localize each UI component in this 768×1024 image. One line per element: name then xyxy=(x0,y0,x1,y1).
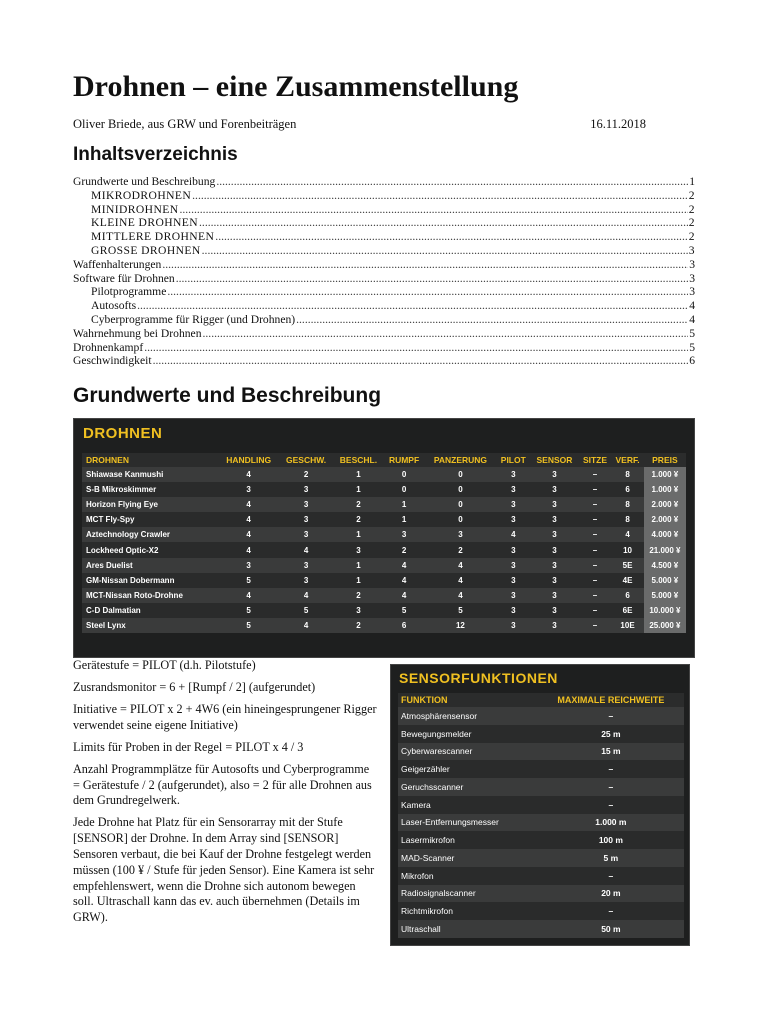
drone-table-cell: 3 xyxy=(496,467,530,482)
drone-table-cell: – xyxy=(579,588,612,603)
toc-entry-label: MITTLERE DROHNEN xyxy=(91,230,215,244)
drone-table-header-cell: HANDLING xyxy=(218,453,279,467)
drone-table-cell: 3 xyxy=(218,482,279,497)
drone-table-cell: 0 xyxy=(424,512,496,527)
table-row xyxy=(398,707,684,725)
drone-table-header-cell: SENSOR xyxy=(530,453,579,467)
drone-table-cell: 3 xyxy=(496,512,530,527)
drone-table-cell: 5 xyxy=(279,603,333,618)
sensor-table-cell: 5 m xyxy=(535,849,684,867)
drone-table-cell: – xyxy=(579,558,612,573)
sensor-table-cell: Richtmikrofon xyxy=(398,902,535,920)
toc-entry-page: 5 xyxy=(689,340,695,354)
sensor-table-cell: Radiosignalscanner xyxy=(398,885,535,903)
body-paragraph: Initiative = PILOT x 2 + 4W6 (ein hineingesprungener Rigger verwendet seine eigene Initiative) xyxy=(73,701,377,732)
table-row xyxy=(82,588,686,603)
drone-table-cell: – xyxy=(579,618,612,633)
sensor-table-cell: – xyxy=(535,902,684,920)
drone-table-cell: 3 xyxy=(496,588,530,603)
drone-table-cell: 3 xyxy=(530,573,579,588)
drone-table-cell: 4 xyxy=(611,527,644,542)
drone-table-cell: 2 xyxy=(333,497,383,512)
toc-leader-dots xyxy=(215,230,688,244)
toc-entry[interactable] xyxy=(73,299,695,313)
drone-table-cell: MCT-Nissan Roto-Drohne xyxy=(82,588,218,603)
sensor-table-cell: Ultraschall xyxy=(398,920,535,938)
table-row xyxy=(398,867,684,885)
drone-table-cell: 4 xyxy=(218,542,279,557)
table-row xyxy=(82,497,686,512)
drone-table-cell: 4.000 ¥ xyxy=(644,527,686,542)
drone-table-cell: 10.000 ¥ xyxy=(644,603,686,618)
drone-table-cell: 3 xyxy=(424,527,496,542)
toc-entry-page: 3 xyxy=(688,243,695,257)
document-meta xyxy=(73,117,646,132)
drone-table-cell: 5 xyxy=(218,603,279,618)
toc-entry[interactable] xyxy=(73,203,695,217)
toc-entry-page: 2 xyxy=(688,188,695,202)
sensor-table-cell: Atmosphärensensor xyxy=(398,707,535,725)
drone-table-cell: 1 xyxy=(333,573,383,588)
drone-table-cell: 3 xyxy=(530,558,579,573)
toc-entry-label: MIKRODROHNEN xyxy=(91,188,192,202)
drone-table-header-cell: PANZERUNG xyxy=(424,453,496,467)
drone-table-cell: 12 xyxy=(424,618,496,633)
drone-table-cell: 4.500 ¥ xyxy=(644,558,686,573)
toc-leader-dots xyxy=(162,258,688,272)
drone-table-cell: 10E xyxy=(611,618,644,633)
sensor-table-cell: 100 m xyxy=(535,831,684,849)
toc-entry-label: Grundwerte und Beschreibung xyxy=(73,175,216,188)
table-row xyxy=(398,814,684,832)
drone-table-cell: 5 xyxy=(424,603,496,618)
table-row xyxy=(82,512,686,527)
toc-entry[interactable] xyxy=(73,175,695,189)
toc-entry-label: Wahrnehmung bei Drohnen xyxy=(73,326,202,340)
drone-table-cell: 3 xyxy=(333,603,383,618)
sensor-table-header-cell: FUNKTION xyxy=(398,693,535,707)
toc-entry-label: Geschwindigkeit xyxy=(73,354,152,368)
drone-table-header-cell: PREIS xyxy=(644,453,686,467)
toc-entry-page: 3 xyxy=(689,285,695,299)
toc-leader-dots xyxy=(176,272,688,286)
sensor-table-cell: Geruchsscanner xyxy=(398,778,535,796)
table-of-contents xyxy=(73,175,695,368)
sensor-table-title: SENSORFUNKTIONEN xyxy=(399,670,558,686)
drone-table-cell: 21.000 ¥ xyxy=(644,542,686,557)
table-row xyxy=(82,467,686,482)
drone-table-cell: 0 xyxy=(424,467,496,482)
sensor-table-image xyxy=(390,664,690,946)
sensor-table-cell: 20 m xyxy=(535,885,684,903)
toc-entry-page: 5 xyxy=(689,326,695,340)
sensor-table-cell: Geigerzähler xyxy=(398,760,535,778)
toc-entry-page: 1 xyxy=(689,175,695,188)
drone-table-cell: 1 xyxy=(333,467,383,482)
toc-entry[interactable] xyxy=(73,285,695,299)
drone-table-cell: 2.000 ¥ xyxy=(644,512,686,527)
drone-table-cell: 8 xyxy=(611,512,644,527)
drone-table-cell: 2 xyxy=(333,512,383,527)
drone-table-header-cell: DROHNEN xyxy=(82,453,218,467)
drone-table-cell: 8 xyxy=(611,467,644,482)
drone-table-cell: 4 xyxy=(424,573,496,588)
toc-entry[interactable] xyxy=(73,354,695,368)
drone-table-cell: Ares Duelist xyxy=(82,558,218,573)
sensor-table-cell: 1.000 m xyxy=(535,814,684,832)
drone-table-cell: – xyxy=(579,603,612,618)
drone-table-cell: 3 xyxy=(218,558,279,573)
drone-table-cell: 3 xyxy=(530,512,579,527)
body-paragraph: Zusrandsmonitor = 6 + [Rumpf / 2] (aufgerundet) xyxy=(73,679,316,694)
toc-entry[interactable] xyxy=(73,327,695,341)
toc-leader-dots xyxy=(216,175,688,189)
drone-table-image xyxy=(73,418,695,658)
drone-table-cell: – xyxy=(579,512,612,527)
sensor-table-cell: Bewegungsmelder xyxy=(398,725,535,743)
toc-entry-label: Autosofts xyxy=(91,299,137,313)
sensor-table-cell: – xyxy=(535,760,684,778)
body-paragraph: Gerätestufe = PILOT (d.h. Pilotstufe) xyxy=(73,658,256,672)
sensor-table-cell: MAD-Scanner xyxy=(398,849,535,867)
drone-table-cell: Horizon Flying Eye xyxy=(82,497,218,512)
sensor-table-cell: Laser-Entfernungsmesser xyxy=(398,814,535,832)
drone-table-cell: 4E xyxy=(611,573,644,588)
drone-table-cell: 1 xyxy=(333,527,383,542)
drone-table-cell: 4 xyxy=(279,618,333,633)
drone-table-cell: 3 xyxy=(530,542,579,557)
section-heading: Grundwerte und Beschreibung xyxy=(73,384,382,407)
toc-entry[interactable] xyxy=(73,313,695,327)
drone-table-cell: 4 xyxy=(218,588,279,603)
drone-table-header-cell: PILOT xyxy=(496,453,530,467)
author-line: Oliver Briede, aus GRW und Forenbeiträgen xyxy=(73,117,297,131)
toc-entry-label: KLEINE DROHNEN xyxy=(91,216,199,230)
drone-table-header-cell: GESCHW. xyxy=(279,453,333,467)
toc-entry-label: MINIDROHNEN xyxy=(91,202,179,216)
toc-entry-page: 4 xyxy=(689,299,695,313)
sensor-table xyxy=(398,693,684,938)
toc-heading: Inhaltsverzeichnis xyxy=(73,144,238,165)
drone-table-cell: 4 xyxy=(496,527,530,542)
table-row xyxy=(82,618,686,633)
drone-table-cell: 5 xyxy=(218,573,279,588)
drone-table-cell: 3 xyxy=(496,542,530,557)
toc-entry-label: Pilotprogramme xyxy=(91,285,167,299)
toc-entry-label: GROSSE DROHNEN xyxy=(91,243,201,257)
drone-table-cell: GM-Nissan Dobermann xyxy=(82,573,218,588)
toc-leader-dots xyxy=(296,313,688,327)
toc-leader-dots xyxy=(199,216,688,230)
drone-table-cell: Lockheed Optic-X2 xyxy=(82,542,218,557)
drone-table-cell: 3 xyxy=(496,573,530,588)
drone-table-cell: 4 xyxy=(218,527,279,542)
toc-leader-dots xyxy=(179,203,687,217)
toc-entry-page: 3 xyxy=(689,257,695,271)
drone-table-cell: 3 xyxy=(279,497,333,512)
toc-entry-label: Cyberprogramme für Rigger (und Drohnen) xyxy=(91,312,296,326)
drone-table-cell: – xyxy=(579,467,612,482)
drone-table-cell: 2 xyxy=(279,467,333,482)
table-row xyxy=(398,885,684,903)
drone-table-cell: 2.000 ¥ xyxy=(644,497,686,512)
table-row xyxy=(398,778,684,796)
drone-table-cell: 3 xyxy=(279,512,333,527)
drone-table-cell: 3 xyxy=(279,482,333,497)
drone-table-cell: 10 xyxy=(611,542,644,557)
drone-table-cell: 2 xyxy=(424,542,496,557)
drone-table-cell: C-D Dalmatian xyxy=(82,603,218,618)
drone-table-cell: 0 xyxy=(424,497,496,512)
drone-table-cell: 5.000 ¥ xyxy=(644,588,686,603)
toc-entry[interactable] xyxy=(73,189,695,203)
page-title: Drohnen – eine Zusammenstellung xyxy=(73,70,519,103)
drone-table-cell: 3 xyxy=(496,482,530,497)
drone-table-cell: 4 xyxy=(279,542,333,557)
drone-table-cell: 6 xyxy=(384,618,425,633)
table-row xyxy=(398,743,684,761)
drone-table-cell: 3 xyxy=(530,467,579,482)
table-row xyxy=(398,760,684,778)
drone-table-cell: 1 xyxy=(333,482,383,497)
drone-table-cell: Shiawase Kanmushi xyxy=(82,467,218,482)
drone-table-cell: 4 xyxy=(218,512,279,527)
toc-entry-page: 2 xyxy=(688,202,695,216)
drone-table-cell: 0 xyxy=(384,467,425,482)
toc-leader-dots xyxy=(203,327,689,341)
drone-table-cell: MCT Fly-Spy xyxy=(82,512,218,527)
drone-table-cell: 6 xyxy=(611,482,644,497)
drone-table-cell: 3 xyxy=(530,497,579,512)
drone-table-cell: Steel Lynx xyxy=(82,618,218,633)
toc-entry-page: 2 xyxy=(688,216,695,230)
drone-table-cell: 4 xyxy=(279,588,333,603)
drone-table-cell: 3 xyxy=(496,497,530,512)
sensor-table-cell: Mikrofon xyxy=(398,867,535,885)
drone-table-cell: 5E xyxy=(611,558,644,573)
drone-table-cell: 3 xyxy=(530,588,579,603)
drone-table-cell: 3 xyxy=(384,527,425,542)
drone-table-title: DROHNEN xyxy=(83,425,163,442)
sensor-table-cell: – xyxy=(535,778,684,796)
toc-entry[interactable] xyxy=(73,216,695,230)
drone-table-cell: – xyxy=(579,497,612,512)
table-row xyxy=(398,796,684,814)
drone-table-cell: – xyxy=(579,573,612,588)
drone-table-cell: 3 xyxy=(279,527,333,542)
toc-entry-label: Software für Drohnen xyxy=(73,271,175,285)
drone-table-cell: 3 xyxy=(530,482,579,497)
drone-table-cell: S-B Mikroskimmer xyxy=(82,482,218,497)
sensor-table-cell: – xyxy=(535,867,684,885)
table-row xyxy=(398,831,684,849)
document-date: 16.11.2018 xyxy=(590,117,646,131)
body-paragraph: Anzahl Programmplätze für Autosofts und Cyberprogramme = Gerätestufe / 2 (aufgerundet), also = 2 für alle Drohnen aus dem Grundregelwerk. xyxy=(73,761,372,808)
drone-table-cell: 6E xyxy=(611,603,644,618)
drone-table-cell: 3 xyxy=(496,618,530,633)
drone-table-cell: 1.000 ¥ xyxy=(644,482,686,497)
toc-leader-dots xyxy=(167,285,688,299)
body-paragraph: Limits für Proben in der Regel = PILOT x 4 / 3 xyxy=(73,739,304,754)
table-row xyxy=(398,902,684,920)
drone-table-cell: 3 xyxy=(279,558,333,573)
sensor-table-cell: 50 m xyxy=(535,920,684,938)
sensor-table-cell: 25 m xyxy=(535,725,684,743)
sensor-table-header-cell: MAXIMALE REICHWEITE xyxy=(535,693,684,707)
drone-table-cell: 1 xyxy=(384,512,425,527)
toc-entry-page: 6 xyxy=(689,354,695,368)
table-row xyxy=(82,527,686,542)
toc-leader-dots xyxy=(137,299,688,313)
drone-table-cell: 3 xyxy=(530,603,579,618)
sensor-table-cell: – xyxy=(535,796,684,814)
drone-table-cell: 5.000 ¥ xyxy=(644,573,686,588)
drone-table-cell: 3 xyxy=(496,558,530,573)
sensor-table-header-row xyxy=(398,693,684,707)
toc-leader-dots xyxy=(202,244,688,258)
drone-table-cell: – xyxy=(579,527,612,542)
table-row xyxy=(82,482,686,497)
drone-table-cell: 3 xyxy=(279,573,333,588)
toc-entry-page: 4 xyxy=(689,312,695,326)
drone-table-cell: 4 xyxy=(424,558,496,573)
drone-table-cell: 4 xyxy=(424,588,496,603)
drone-table-cell: 4 xyxy=(218,467,279,482)
drone-table-cell: 4 xyxy=(384,588,425,603)
table-row xyxy=(398,920,684,938)
drone-table-cell: 0 xyxy=(424,482,496,497)
toc-entry[interactable] xyxy=(73,341,695,355)
drone-table-cell: 5 xyxy=(384,603,425,618)
drone-table-cell: 1 xyxy=(333,558,383,573)
table-row xyxy=(82,542,686,557)
body-paragraph: Jede Drohne hat Platz für ein Sensorarray mit der Stufe [SENSOR] der Drohne. In dem Array sind [SENSOR] Sensoren verbaut, die bei Kauf der Drohne festgelegt werden müssen (100 ¥ / Stufe für jeden Sensor). Eine Kamera ist sehr empfehlenswert, wenn die Drohne sich autonom bewegen soll. Ultraschall kann das ev. auch übernehmen (Details im GRW). xyxy=(73,815,375,925)
drone-table-cell: 4 xyxy=(384,573,425,588)
toc-entry[interactable] xyxy=(73,230,695,244)
drone-table-header-cell: SITZE xyxy=(579,453,612,467)
drone-table-cell: – xyxy=(579,482,612,497)
drone-table-cell: 1.000 ¥ xyxy=(644,467,686,482)
drone-table-cell: Aztechnology Crawler xyxy=(82,527,218,542)
body-text xyxy=(73,658,378,932)
toc-leader-dots xyxy=(153,354,689,368)
table-row xyxy=(398,849,684,867)
drone-table-header-cell: VERF. xyxy=(611,453,644,467)
drone-table-cell: 0 xyxy=(384,482,425,497)
toc-leader-dots xyxy=(192,189,688,203)
toc-leader-dots xyxy=(144,341,688,355)
drone-table-cell: 3 xyxy=(530,527,579,542)
table-row xyxy=(82,558,686,573)
drone-table-cell: 2 xyxy=(333,588,383,603)
drone-table-cell: 25.000 ¥ xyxy=(644,618,686,633)
drone-table-cell: 6 xyxy=(611,588,644,603)
drone-table-cell: 2 xyxy=(333,618,383,633)
drone-table-cell: 4 xyxy=(218,497,279,512)
toc-entry[interactable] xyxy=(73,272,695,286)
drone-table-header-row xyxy=(82,453,686,467)
table-row xyxy=(82,603,686,618)
drone-table-cell: 3 xyxy=(496,603,530,618)
table-row xyxy=(82,573,686,588)
drone-table-cell: 1 xyxy=(384,497,425,512)
toc-entry-page: 3 xyxy=(689,271,695,285)
drone-table-header-cell: RUMPF xyxy=(384,453,425,467)
drone-table-cell: – xyxy=(579,542,612,557)
drone-table-cell: 8 xyxy=(611,497,644,512)
drone-table-cell: 4 xyxy=(384,558,425,573)
sensor-table-cell: Lasermikrofon xyxy=(398,831,535,849)
toc-entry-label: Drohnenkampf xyxy=(73,340,144,354)
sensor-table-cell: 15 m xyxy=(535,743,684,761)
toc-entry[interactable] xyxy=(73,244,695,258)
toc-entry-label: Waffenhalterungen xyxy=(73,257,162,271)
toc-entry-page: 2 xyxy=(688,230,695,244)
table-row xyxy=(398,725,684,743)
drone-table-cell: 3 xyxy=(333,542,383,557)
drone-table-cell: 5 xyxy=(218,618,279,633)
sensor-table-cell: Kamera xyxy=(398,796,535,814)
drone-table-cell: 3 xyxy=(530,618,579,633)
toc-entry[interactable] xyxy=(73,258,695,272)
drone-table xyxy=(82,453,686,633)
sensor-table-cell: – xyxy=(535,707,684,725)
drone-table-header-cell: BESCHL. xyxy=(333,453,383,467)
sensor-table-cell: Cyberwarescanner xyxy=(398,743,535,761)
drone-table-cell: 2 xyxy=(384,542,425,557)
